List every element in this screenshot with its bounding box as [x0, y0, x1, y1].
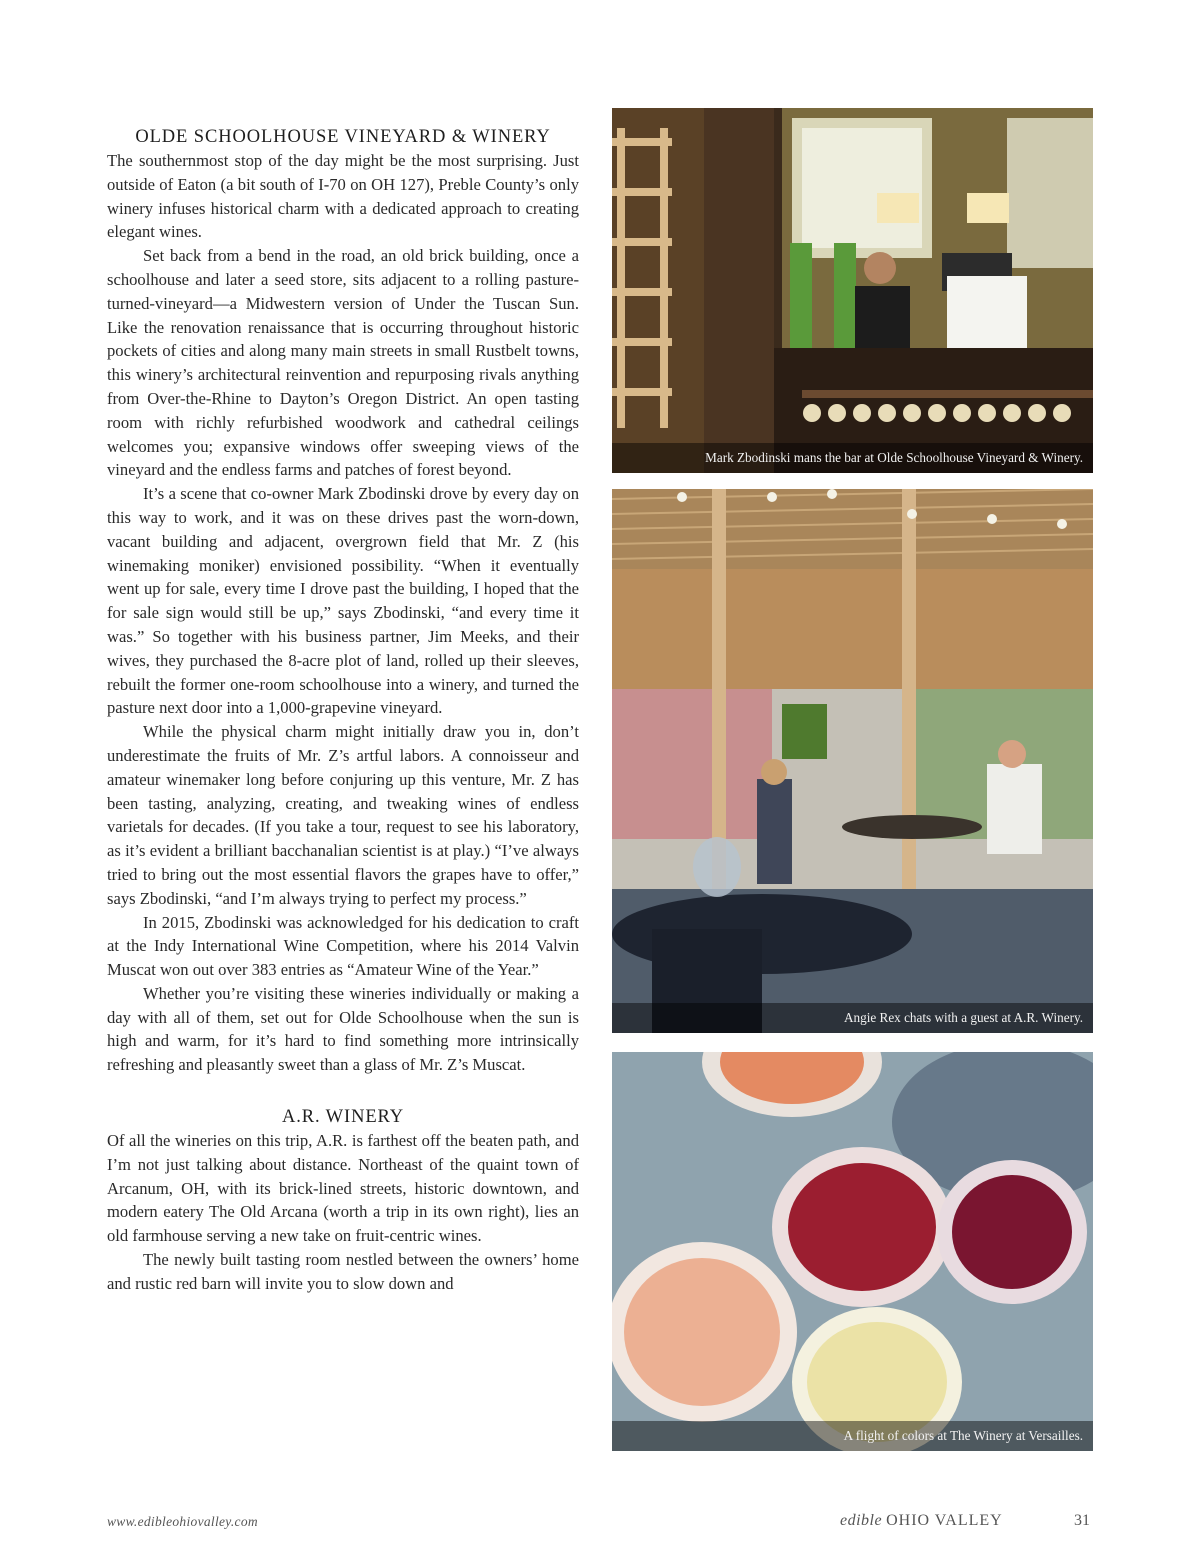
photo-caption: Mark Zbodinski mans the bar at Olde Schoolhouse Vineyard & Winery. — [705, 450, 1083, 465]
footer-website-url[interactable]: www.edibleohiovalley.com — [107, 1514, 258, 1529]
wine-glasses-image — [612, 1052, 1093, 1451]
paragraph: Whether you’re visiting these wineries individually or making a day with all of them, set out for Olde Schoolhouse when the sun is high and warm, for it’s hard to find something more intrinsically refreshing and pleasantly sweet than a glass of Mr. Z’s Muscat. — [107, 983, 579, 1075]
porch-scene-image — [612, 489, 1093, 1033]
magazine-region: OHIO VALLEY — [886, 1512, 1003, 1529]
magazine-edible: edible — [840, 1512, 883, 1529]
section-heading-ar-winery: A.R. WINERY — [281, 1107, 405, 1128]
footer-magazine-name — [840, 1512, 1003, 1530]
paragraph: The newly built tasting room nestled between the owners’ home and rustic red barn will invite you to slow down and — [107, 1250, 579, 1293]
photo-caption: Angie Rex chats with a guest at A.R. Winery. — [844, 1010, 1083, 1025]
paragraph: It’s a scene that co-owner Mark Zbodinski drove by every day on this way to work, and it was on these drives past the worn-down, vacant building and adjacent, overgrown field that Mr. Z (his winemaking moniker) envisioned possibility. “When it eventually went up for sale, every time I drove past the building, I hoped that the for sale sign would still be up,” says Zbodinski, “and every time it was.” So together with his business partner, Jim Meeks, and their wives, they purchased the 8-acre plot of land, rolled up their sleeves, rebuilt the former one-room schoolhouse into a winery, and turned the pasture next door into a 1,000-grapevine vineyard. — [107, 484, 579, 718]
photo-caption: A flight of colors at The Winery at Versailles. — [843, 1428, 1083, 1443]
paragraph: The southernmost stop of the day might be the most surprising. Just outside of Eaton (a bit south of I-70 on OH 127), Preble County’s only winery infuses historical charm with a dedicated approach to creating elegant wines. — [107, 151, 579, 242]
paragraph: Of all the wineries on this trip, A.R. is farthest off the beaten path, and I’m not just talking about distance. Northeast of the quaint town of Arcanum, OH, with its brick-lined streets, historic downtown, and modern eatery The Old Arcana (worth a trip in its own right), lies an old farmhouse serving a new take on fruit-centric wines. — [107, 1131, 579, 1246]
paragraph: Set back from a bend in the road, an old brick building, once a schoolhouse and later a seed store, sits adjacent to a rolling pasture-turned-vineyard—a Midwestern version of Under the Tuscan Sun. Like the renovation renaissance that is occurring throughout historic pockets of cities and along many main streets in small Rustbelt towns, this winery’s architectural reinvention and repurposing rivals anything from Over-the-Rhine to Dayton’s Oregon District. An open tasting room with richly refurbished woodwork and cathedral ceilings welcomes you; expansive windows offer sweeping views of the vineyard and the endless farms and patches of forest beyond. — [107, 246, 579, 480]
page-number: 31 — [1074, 1512, 1090, 1529]
photo-wine-flight — [612, 1052, 1093, 1451]
photo-bar-olde-schoolhouse — [612, 108, 1093, 473]
paragraph: In 2015, Zbodinski was acknowledged for his dedication to craft at the Indy International Wine Competition, where his 2014 Valvin Muscat won out over 383 entries as “Amateur Wine of the Year.” — [107, 912, 579, 980]
paragraph: While the physical charm might initially draw you in, don’t underestimate the fruits of Mr. Z’s artful labors. A connoisseur and amateur winemaker long before conjuring up this venture, Mr. Z has been tasting, analyzing, creating, and tweaking wines of endless varietals for decades. (If you take a tour, request to see his laboratory, as it’s evident a brilliant bacchanalian scientist is at play.) “I’ve always tried to bring out the most essential flavors the grapes have to offer,” says Zbodinski, “and I’m always trying to perfect my process.” — [107, 722, 579, 908]
section-heading-olde-schoolhouse: OLDE SCHOOLHOUSE VINEYARD & WINERY — [135, 127, 551, 147]
bar-scene-image — [612, 108, 1093, 473]
photo-porch-ar-winery — [612, 489, 1093, 1033]
article-column — [107, 125, 579, 1296]
